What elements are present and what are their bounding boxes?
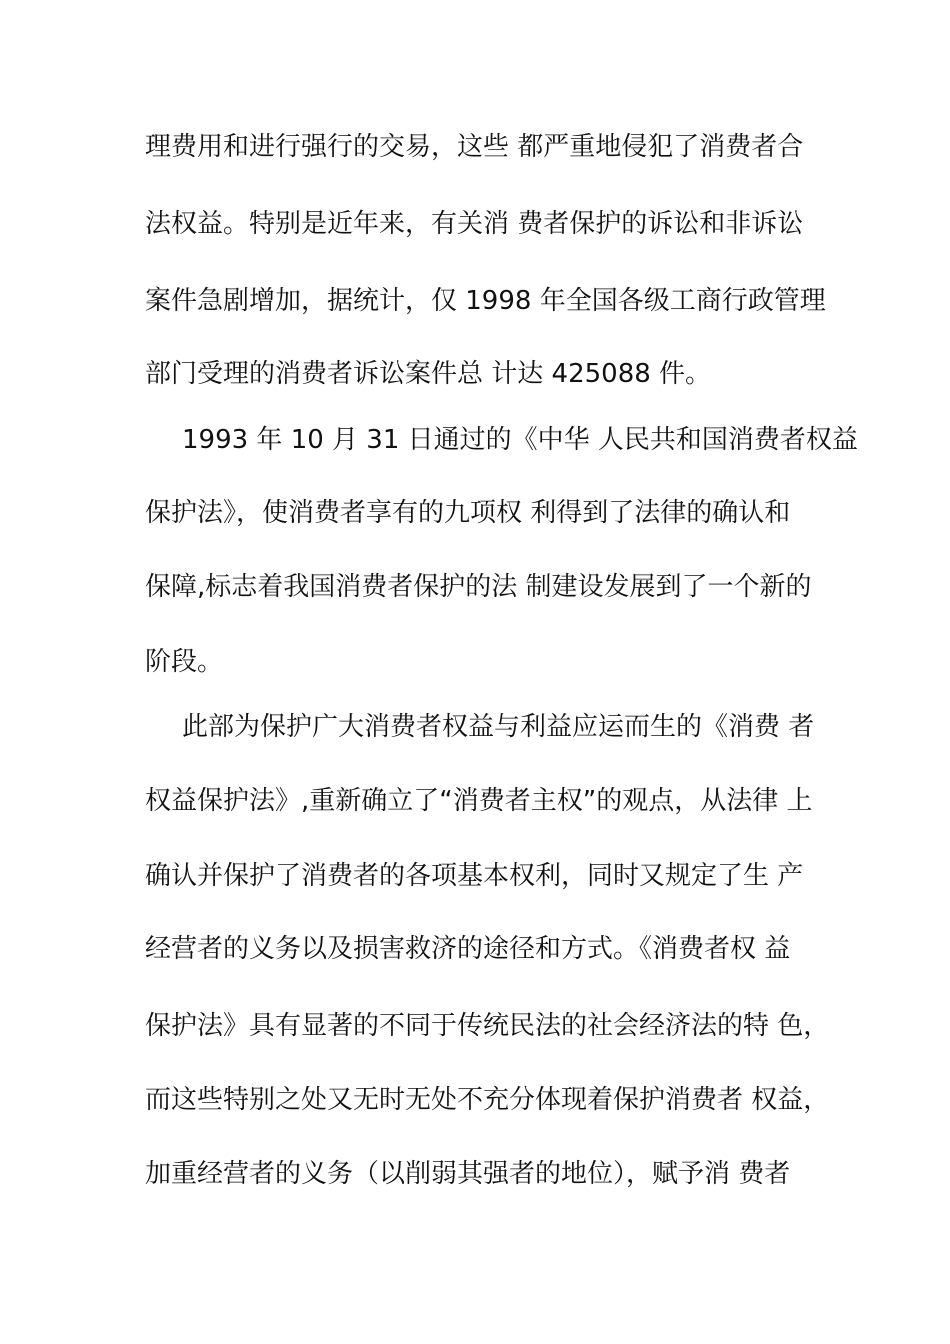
- text-line: 确认并保护了消费者的各项基本权利，同时又规定了生 产: [145, 861, 804, 891]
- text-line: 阶段。: [145, 647, 224, 677]
- text-line: 1993 年 10 月 31 日通过的《中华 人民共和国消费者权益: [182, 425, 858, 455]
- text-line: 此部为保护广大消费者权益与利益应运而生的《消费 者: [182, 712, 815, 742]
- text-line: 保障,标志着我国消费者保护的法 制建设发展到了一个新的: [145, 572, 812, 602]
- text-line: 权益保护法》,重新确立了“消费者主权”的观点，从法律 上: [145, 786, 813, 816]
- text-line: 部门受理的消费者诉讼案件总 计达 425088 件。: [145, 359, 712, 389]
- text-line: 理费用和进行强行的交易，这些 都严重地侵犯了消费者合: [145, 132, 804, 162]
- text-line: 法权益。特别是近年来，有关消 费者保护的诉讼和非诉讼: [145, 209, 804, 239]
- text-line: 经营者的义务以及损害救济的途径和方式。《消费者权 益: [145, 934, 791, 964]
- text-line: 保护法》，使消费者享有的九项权 利得到了法律的确认和: [145, 498, 791, 528]
- text-line: 而这些特别之处又无时无处不充分体现着保护消费者 权益，: [145, 1085, 830, 1115]
- text-line: 加重经营者的义务（以削弱其强者的地位），赋予消 费者: [145, 1159, 791, 1189]
- text-line: 保护法》具有显著的不同于传统民法的社会经济法的特 色，: [145, 1011, 830, 1041]
- text-line: 案件急剧增加，据统计，仅 1998 年全国各级工商行政管理: [145, 286, 826, 316]
